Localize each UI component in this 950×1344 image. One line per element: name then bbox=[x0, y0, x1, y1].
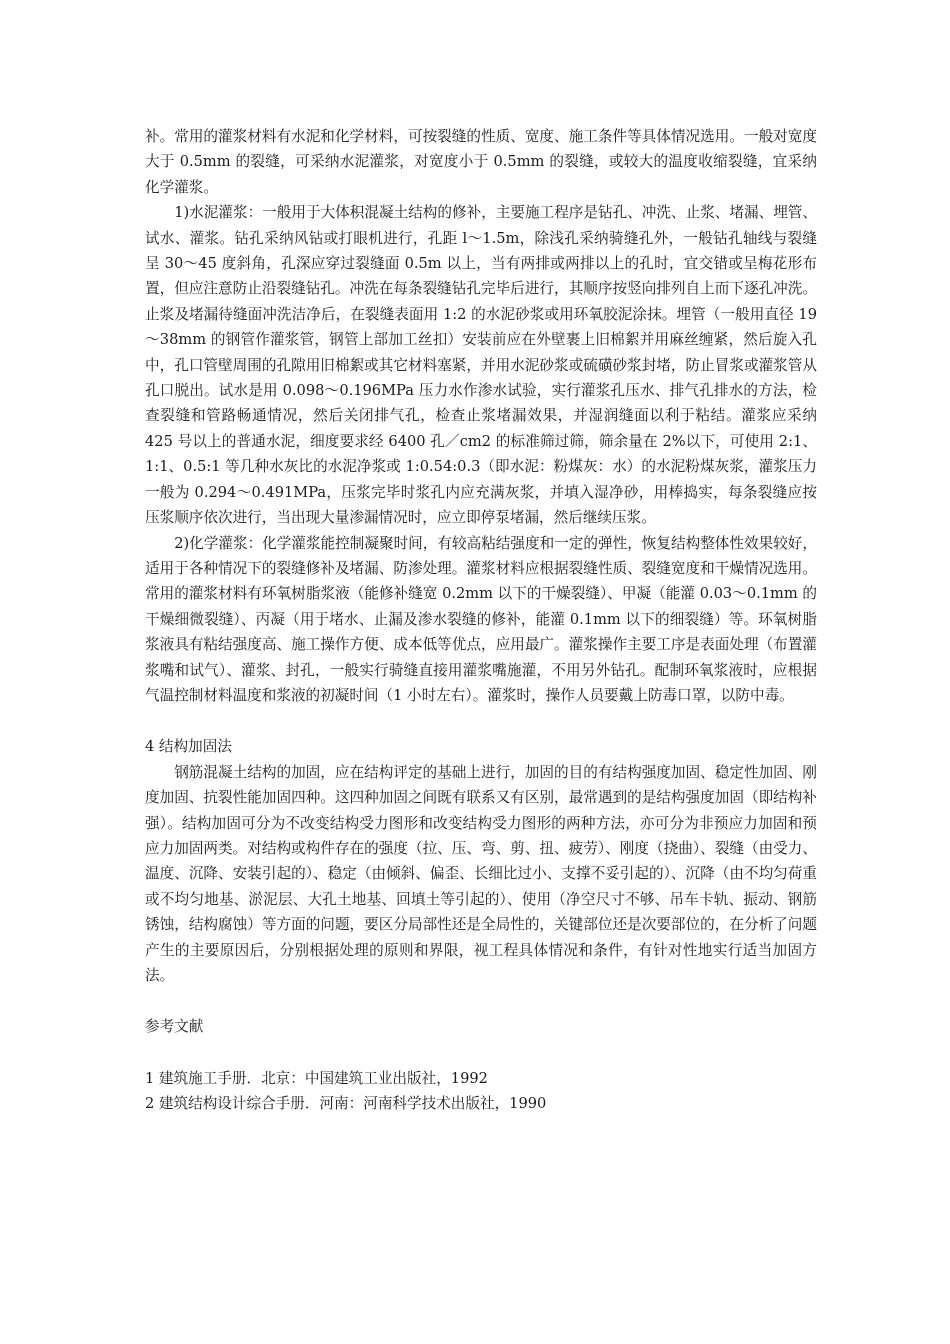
body-paragraph-chemical-grouting: 2)化学灌浆：化学灌浆能控制凝聚时间，有较高粘结强度和一定的弹性，恢复结构整体性效果较好，适用于各种情况下的裂缝修补及堵漏、防渗处理。灌浆材料应根据裂缝性质、裂缝宽度和干燥情况选用。常用的灌浆材料有环氧树脂浆液（能修补缝宽 0.2mm 以下的干燥裂缝）、甲凝（能灌 0.03～0.1mm 的干燥细微裂缝）、丙凝（用于堵水、止漏及渗水裂缝的修补，能灌 0.1mm 以下的细裂缝）等。环氧树脂浆液具有粘结强度高、施工操作方便、成本低等优点，应用最广。灌浆操作主要工序是表面处理（布置灌浆嘴和试气）、灌浆、封孔，一般实行骑缝直接用灌浆嘴施灌，不用另外钻孔。配制环氧浆液时，应根据气温控制材料温度和浆液的初凝时间（1 小时左右）。灌浆时，操作人员要戴上防毒口罩，以防中毒。 bbox=[145, 534, 817, 704]
body-paragraph-continuation: 补。常用的灌浆材料有水泥和化学材料，可按裂缝的性质、宽度、施工条件等具体情况选用。一般对宽度大于 0.5mm 的裂缝，可采纳水泥灌浆，对宽度小于 0.5mm 的裂缝，或较大的温度收缩裂缝，宜采纳化学灌浆。 bbox=[145, 128, 817, 196]
spacer bbox=[145, 988, 817, 1014]
reference-item: 2 建筑结构设计综合手册．河南：河南科学技术出版社，1990 bbox=[145, 1095, 547, 1113]
reference-item: 1 建筑施工手册．北京：中国建筑工业出版社，1992 bbox=[145, 1069, 488, 1087]
spacer bbox=[145, 708, 817, 734]
document-page bbox=[145, 124, 817, 1117]
body-paragraph-cement-grouting: 1)水泥灌浆：一般用于大体积混凝土结构的修补，主要施工程序是钻孔、冲洗、止浆、堵漏、埋管、试水、灌浆。钻孔采纳风钻或打眼机进行，孔距 l～1.5m，除浅孔采纳骑缝孔外，一般钻孔轴线与裂缝呈 30～45 度斜角，孔深应穿过裂缝面 0.5m 以上，当有两排或两排以上的孔时，宜交错或呈梅花形布置，但应注意防止沿裂缝钻孔。冲洗在每条裂缝钻孔完毕后进行，其顺序按竖向排列自上而下逐孔冲洗。止浆及堵漏待缝面冲洗洁净后，在裂缝表面用 1:2 的水泥砂浆或用环氧胶泥涂抹。埋管（一般用直径 19～38mm 的钢管作灌浆管，钢管上部加工丝扣）安装前应在外壁裹上旧棉絮并用麻丝缠紧，然后旋入孔中，孔口管壁周围的孔隙用旧棉絮或其它材料塞紧，并用水泥砂浆或硫磺砂浆封堵，防止冒浆或灌浆管从孔口脱出。试水是用 0.098～0.196MPa 压力水作渗水试验，实行灌浆孔压水、排气孔排水的方法，检查裂缝和管路畅通情况，然后关闭排气孔，检查止浆堵漏效果，并湿润缝面以利于粘结。灌浆应采纳 425 号以上的普通水泥，细度要求经 6400 孔／cm2 的标准筛过筛，筛余量在 2%以下，可使用 2:1、1:1、0.5:1 等几种水灰比的水泥净浆或 1:0.54:0.3（即水泥：粉煤灰：水）的水泥粉煤灰浆，灌浆压力一般为 0.294～0.491MPa，压浆完毕时浆孔内应充满灰浆，并填入湿净砂，用棒捣实，每条裂缝应按压浆顺序依次进行，当出现大量渗漏情况时，应立即停泵堵漏，然后继续压浆。 bbox=[145, 204, 817, 527]
section-heading-structural-reinforcement: 4 结构加固法 bbox=[145, 738, 232, 756]
spacer bbox=[145, 1040, 817, 1066]
references-title: 参考文献 bbox=[145, 1018, 204, 1036]
body-paragraph-reinforcement: 钢筋混凝土结构的加固，应在结构评定的基础上进行，加固的目的有结构强度加固、稳定性加固、刚度加固、抗裂性能加固四种。这四种加固之间既有联系又有区别，最常遇到的是结构强度加固（即结构补强）。结构加固可分为不改变结构受力图形和改变结构受力图形的两种方法，亦可分为非预应力加固和预应力加固两类。对结构或构件存在的强度（拉、压、弯、剪、扭、疲劳）、刚度（挠曲）、裂缝（由受力、温度、沉降、安装引起的）、稳定（由倾斜、偏歪、长细比过小、支撑不妥引起的）、沉降（由不均匀荷重或不均匀地基、淤泥层、大孔土地基、回填土等引起的）、使用（净空尺寸不够、吊车卡轨、振动、钢筋锈蚀，结构腐蚀）等方面的问题，要区分局部性还是全局性的，关键部位还是次要部位的，在分析了问题产生的主要原因后，分别根据处理的原则和界限，视工程具体情况和条件，有针对性地实行适当加固方法。 bbox=[145, 763, 817, 984]
